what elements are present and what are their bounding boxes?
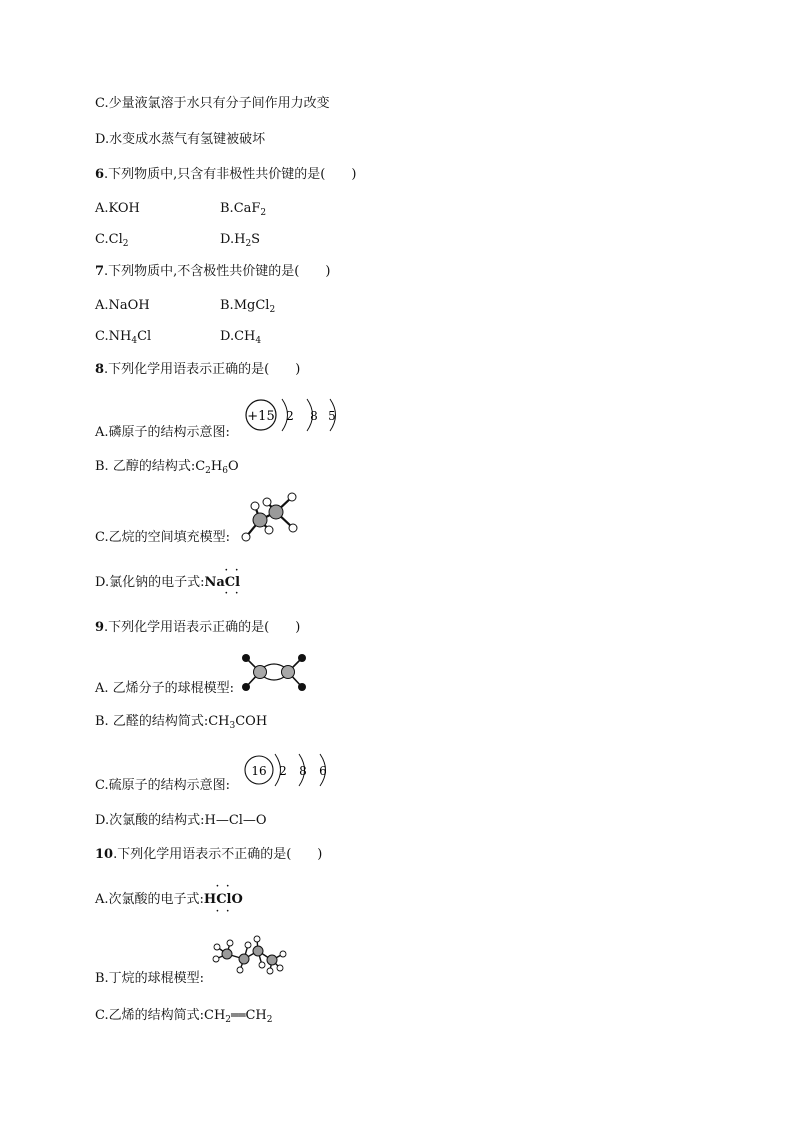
q6-option-d: [220, 231, 260, 253]
q7-d-prefix: D.: [220, 329, 235, 344]
shell-electrons-2: 8: [299, 764, 307, 778]
q6-a-prefix: A.: [95, 201, 109, 216]
q10-c-f1: CH: [204, 1008, 226, 1023]
q6-stem: [95, 166, 356, 184]
q6-a-formula: KOH: [108, 201, 140, 216]
q9-b-label: B. 乙醛的结构简式:: [95, 714, 209, 729]
ethylene-ball-stick-model: [238, 650, 308, 694]
q6-c-sub: 2: [122, 239, 129, 249]
q9-number: 9: [95, 620, 105, 635]
q8-option-a-label: A.磷原子的结构示意图:: [95, 425, 230, 440]
nucleus-charge: +15: [247, 409, 275, 424]
q10-stem: [95, 846, 322, 864]
q9-d-formula: H—Cl—O: [204, 813, 267, 828]
shell-electrons-1: 2: [286, 409, 294, 423]
shell-electrons-2: 8: [310, 409, 318, 423]
q9-stem: [95, 619, 300, 637]
q7-d-formula: CH: [234, 329, 256, 344]
q9-option-c-label: C.硫原子的结构示意图:: [95, 778, 230, 793]
q7-b-formula: MgCl: [233, 298, 270, 313]
q7-c-sub: 4: [131, 336, 138, 346]
phosphorus-atom-diagram: [244, 397, 344, 435]
q8-b-s2: 6: [222, 466, 228, 476]
q9-option-a-label: A. 乙烯分子的球棍模型:: [95, 681, 235, 696]
q6-option-a: [95, 200, 140, 218]
ethane-model-image: [236, 490, 302, 546]
q6-b-formula: CaF: [233, 201, 261, 216]
q7-b-sub: 2: [269, 305, 276, 315]
q8-b-s1: 2: [205, 466, 211, 476]
q7-stem: [95, 263, 330, 281]
q6-stem-text: .下列物质中,只含有非极性共价键的是( ): [104, 167, 357, 182]
q7-number: 7: [95, 264, 105, 279]
q7-stem-text: .下列物质中,不含极性共价键的是( ): [104, 264, 331, 279]
q7-option-d: [220, 328, 261, 350]
shell-electrons-1: 2: [279, 764, 287, 778]
q6-option-c: [95, 231, 128, 253]
q5-option-d: D.水变成水蒸气有氢键被破坏: [95, 132, 266, 147]
q7-c-formula2: Cl: [137, 329, 152, 344]
q7-option-c: [95, 328, 151, 350]
q7-a-prefix: A.: [95, 298, 109, 313]
q10-c-s1: 2: [225, 1015, 232, 1025]
q7-c-prefix: C.: [95, 329, 109, 344]
q6-b-sub: 2: [260, 208, 267, 218]
q6-d-formula1: H: [234, 232, 246, 247]
hclo-top-dots: · ·: [215, 882, 232, 892]
q7-a-formula: NaOH: [108, 298, 150, 313]
q9-d-label: D.次氯酸的结构式:: [95, 813, 205, 828]
q6-d-prefix: D.: [220, 232, 235, 247]
q10-c-label: C.乙烯的结构简式:: [95, 1008, 204, 1023]
q6-d-sub: 2: [245, 239, 252, 249]
q5-option-c: C.少量液氯溶于水只有分子间作用力改变: [95, 96, 330, 111]
q7-option-a: [95, 297, 150, 315]
q6-c-prefix: C.: [95, 232, 109, 247]
nacl-electron-formula: [204, 566, 241, 599]
q6-option-b: [220, 200, 266, 222]
q8-b-label: B. 乙醇的结构式:: [95, 459, 196, 474]
hclo-symbols: HClO: [203, 892, 243, 907]
q10-stem-text: .下列化学用语表示不正确的是( ): [113, 847, 323, 862]
q9-b-s1: 3: [229, 721, 236, 731]
cl-bottom-dots: · ·: [224, 589, 241, 599]
q8-b-f3: O: [227, 459, 239, 474]
q10-option-c: [95, 1006, 273, 1029]
q10-c-s2: 2: [266, 1015, 273, 1025]
q9-b-f2: COH: [235, 714, 268, 729]
q10-option-a: [95, 882, 243, 917]
cl-symbol: Cl: [224, 575, 241, 590]
hclo-electron-formula: [203, 882, 243, 917]
q8-b-f1: C: [195, 459, 206, 474]
q9-b-f1: CH: [208, 714, 230, 729]
q7-d-sub: 4: [255, 336, 262, 346]
q10-c-f2: CH: [245, 1008, 267, 1023]
q7-option-b: [220, 297, 275, 319]
q9-option-b: [95, 713, 267, 735]
q6-b-prefix: B.: [220, 201, 234, 216]
q8-d-label: D.氯化钠的电子式:: [95, 575, 205, 590]
q8-stem: [95, 361, 300, 379]
q6-c-formula: Cl: [108, 232, 123, 247]
q9-option-d: [95, 812, 267, 830]
nucleus-charge: 16: [251, 764, 267, 778]
q8-option-b: [95, 458, 239, 480]
butane-ball-stick-model: [210, 935, 290, 977]
q8-option-c-label: C.乙烷的空间填充模型:: [95, 530, 230, 545]
double-bond-symbol: ══: [231, 1008, 246, 1022]
shell-electrons-3: 6: [319, 764, 327, 778]
q7-c-formula1: NH: [108, 329, 132, 344]
q8-stem-text: .下列化学用语表示正确的是( ): [104, 362, 301, 377]
cl-top-dots: · ·: [224, 566, 241, 576]
hclo-bottom-dots: · ·: [215, 907, 232, 917]
sulfur-atom-diagram: [244, 751, 334, 789]
q10-number: 10: [95, 847, 114, 862]
q8-option-d: [95, 566, 241, 599]
q7-b-prefix: B.: [220, 298, 234, 313]
q9-stem-text: .下列化学用语表示正确的是( ): [104, 620, 301, 635]
shell-electrons-3: 5: [328, 409, 336, 423]
na-symbol: Na: [204, 575, 225, 590]
q8-number: 8: [95, 362, 105, 377]
q8-b-f2: H: [210, 459, 223, 474]
q6-d-formula2: S: [251, 232, 261, 247]
q6-number: 6: [95, 167, 105, 182]
q10-option-b-label: B.丁烷的球棍模型:: [95, 971, 205, 986]
q10-a-label: A.次氯酸的电子式:: [95, 892, 204, 907]
